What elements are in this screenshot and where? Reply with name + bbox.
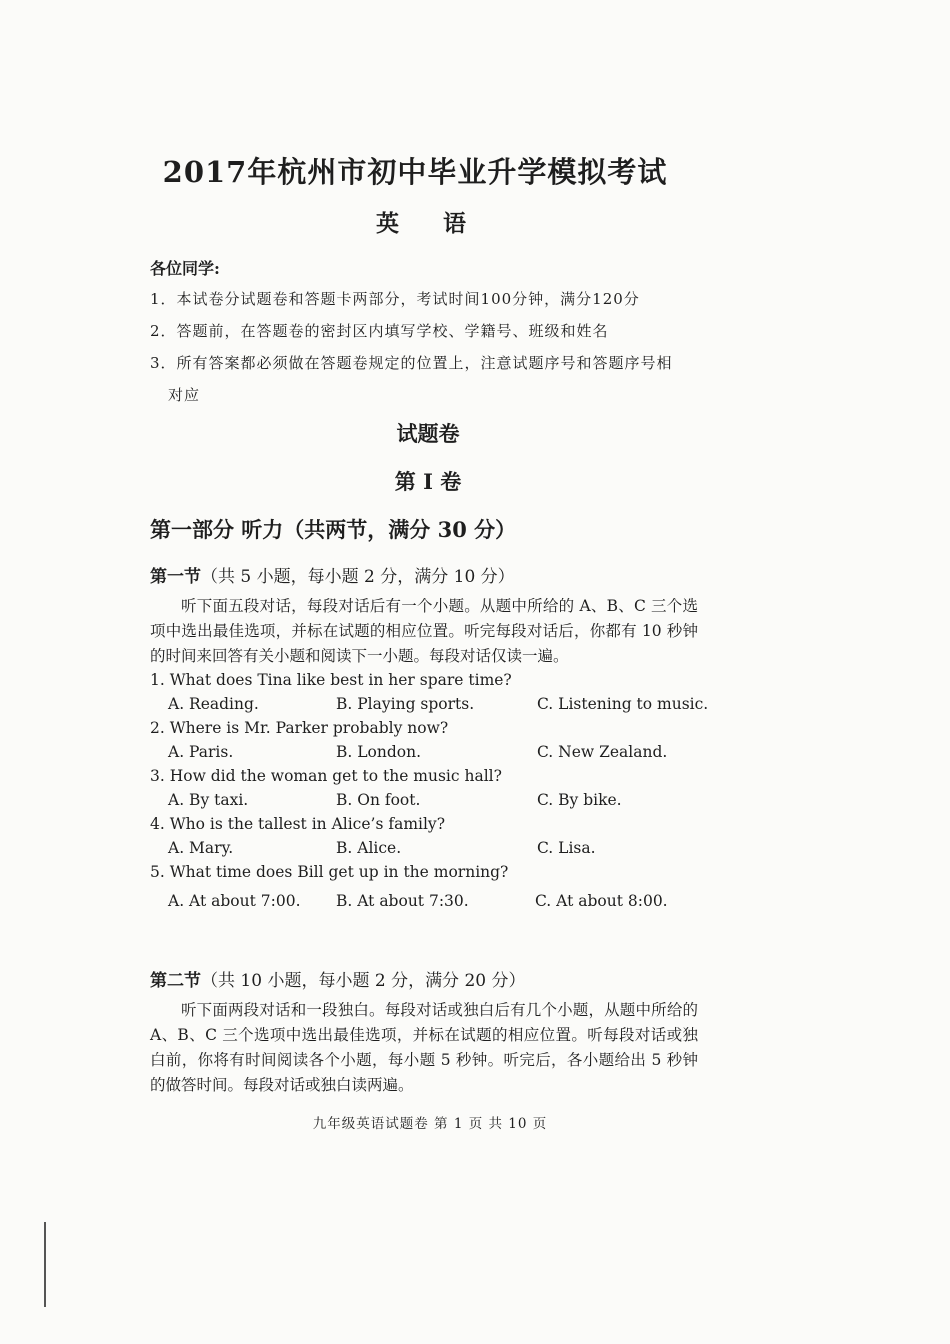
subject-title: 英 语 [375, 210, 484, 237]
section1-instructions: 听下面五段对话，每段对话后有一个小题。从题中所给的 A、B、C 三个选项中选出最佳选项，并标在试题的相应位置。听完每段对话后，你都有 10 秒钟的时间来回答有关小题和阅读下一小题。每段对话仅读一遍。 [150, 597, 698, 665]
question-2-option-b: B. London. [336, 743, 422, 761]
question-3-stem: 3. How did the woman get to the music hall? [150, 767, 502, 785]
notes-greeting: 各位同学: [150, 259, 220, 278]
question-5-option-c: C. At about 8:00. [535, 892, 668, 910]
note-item-1: 1．本试卷分试题卷和答题卡两部分，考试时间100分钟，满分120分 [150, 290, 640, 308]
question-3-option-b: B. On foot. [336, 791, 421, 809]
part1-heading: 第一部分 听力（共两节，满分 30 分） [150, 517, 517, 542]
question-3-option-a: A. By taxi. [168, 791, 249, 809]
section2-heading [150, 966, 526, 991]
question-1-option-a: A. Reading. [168, 695, 259, 713]
paper-heading: 试题卷 [396, 421, 460, 446]
question-4-option-b: B. Alice. [336, 839, 402, 857]
exam-title: 2017年杭州市初中毕业升学模拟考试 [162, 155, 668, 189]
question-5-stem: 5. What time does Bill get up in the morning? [150, 863, 509, 881]
question-1-option-c: C. Listening to music. [537, 695, 709, 713]
note-item-3: 3．所有答案都必须做在答题卷规定的位置上，注意试题序号和答题序号相 [150, 354, 673, 372]
page-footer: 九年级英语试题卷 第 1 页 共 10 页 [312, 1116, 548, 1132]
note-item-3-continued: 对应 [168, 386, 201, 404]
section2-label: 第二节 [150, 971, 201, 991]
section1-heading [150, 562, 515, 587]
question-2-stem: 2. Where is Mr. Parker probably now? [150, 719, 449, 737]
section1-label: 第一节 [150, 567, 201, 587]
question-5-option-a: A. At about 7:00. [168, 892, 301, 910]
volume-heading: 第 I 卷 [394, 469, 462, 494]
question-4-stem: 4. Who is the tallest in Alice’s family? [150, 815, 445, 833]
section1-info: （共 5 小题，每小题 2 分，满分 10 分） [201, 567, 515, 587]
question-1-stem: 1. What does Tina like best in her spare time? [150, 671, 512, 689]
question-3-option-c: C. By bike. [537, 791, 622, 809]
question-2-option-a: A. Paris. [168, 743, 234, 761]
question-4-option-c: C. Lisa. [537, 839, 596, 857]
question-5-option-b: B. At about 7:30. [336, 892, 469, 910]
question-1-option-b: B. Playing sports. [336, 695, 475, 713]
section2-instructions: 听下面两段对话和一段独白。每段对话或独白后有几个小题，从题中所给的 A、B、C 三个选项中选出最佳选项，并标在试题的相应位置。听每段对话或独白前，你将有时间阅读各个小题，每小题 5 秒钟。听完后，各小题给出 5 秒钟的做答时间。每段对话或独白读两遍。 [150, 1001, 698, 1094]
scan-mark [44, 1222, 46, 1307]
note-item-2: 2．答题前，在答题卷的密封区内填写学校、学籍号、班级和姓名 [150, 322, 609, 340]
question-2-option-c: C. New Zealand. [537, 743, 668, 761]
question-4-option-a: A. Mary. [168, 839, 234, 857]
section2-info: （共 10 小题，每小题 2 分，满分 20 分） [201, 971, 526, 991]
